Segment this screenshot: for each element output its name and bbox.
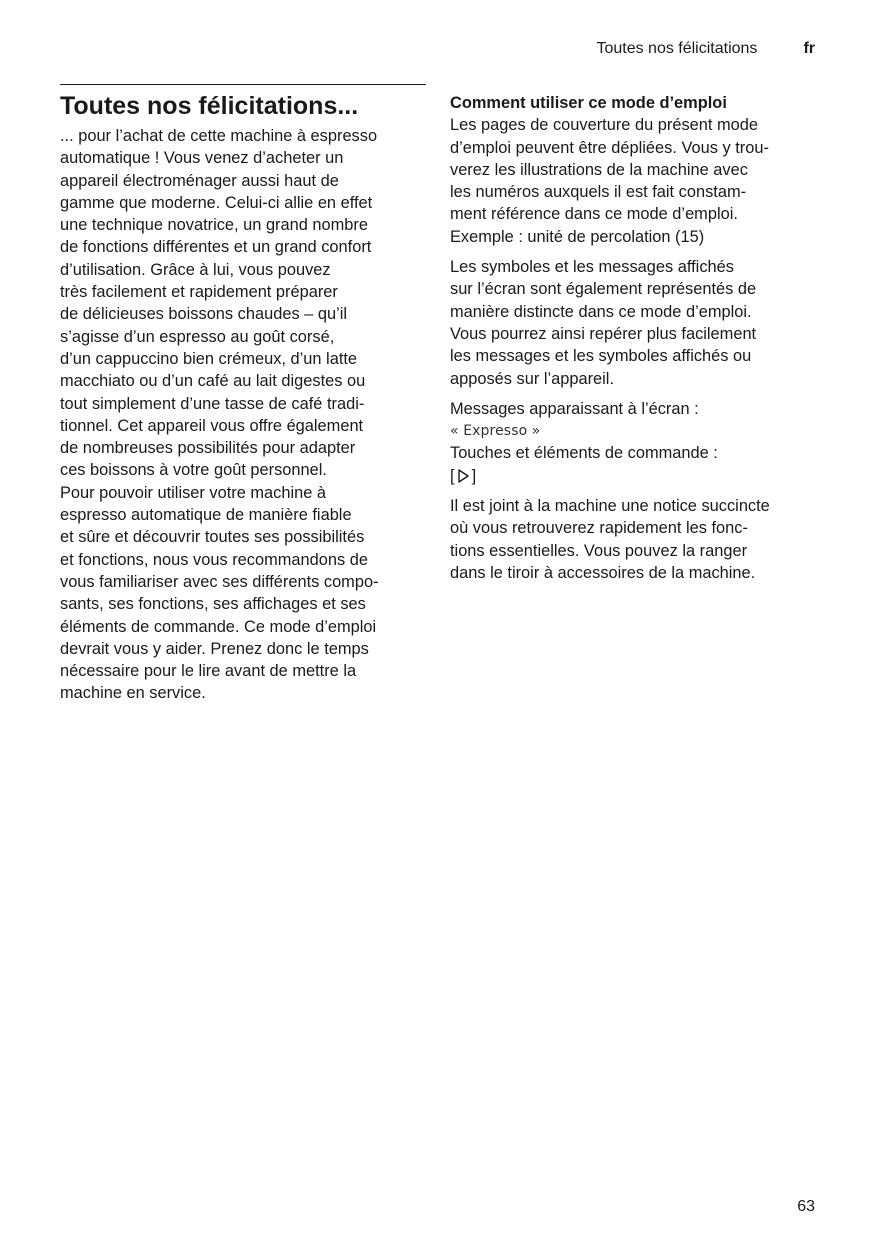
controls-label: Touches et éléments de commande : [450,444,718,463]
text-line: nécessaire pour le lire avant de mettre la [60,662,357,681]
text-line: sur l’écran sont également représentés de [450,280,757,299]
text-line: Les pages de couverture du présent mode [450,116,758,135]
key-bracket-close: ] [471,466,477,485]
quick-guide-paragraph [450,495,820,584]
text-line: et fonctions, nous vous recommandons de [60,550,368,569]
text-line: manière distincte dans ce mode d’emploi. [450,302,752,321]
text-line: Exemple : unité de percolation (15) [450,227,705,246]
page-number: 63 [797,1198,815,1215]
text-line: Pour pouvoir utiliser votre machine à [60,483,327,502]
text-line: automatique ! Vous venez d’acheter un [60,149,344,168]
text-line: une technique novatrice, un grand nombre [60,216,368,235]
text-line: et sûre et découvrir toutes ses possibilités [60,528,365,547]
header-section-title: Toutes nos félicitations [596,40,758,57]
text-line: d’utilisation. Grâce à lui, vous pouvez [60,260,331,279]
symbols-paragraph [450,256,820,390]
text-line: d’un cappuccino bien crémeux, d’un latte [60,349,358,368]
right-column [450,92,820,592]
text-line: ... pour l’achat de cette machine à espresso [60,127,378,145]
text-line: Il est joint à la machine une notice succincte [450,497,770,516]
text-line: Vous pourrez ainsi repérer plus facilement [450,324,757,343]
page-title: Toutes nos félicitations... [60,92,359,120]
display-messages-label: Messages apparaissant à l’écran : [450,399,699,418]
text-line: macchiato ou d’un café au lait digestes ou [60,372,366,391]
text-line: d’emploi peuvent être dépliées. Vous y trou- [450,138,769,157]
text-line: de fonctions différentes et un grand confort [60,238,372,257]
text-line: éléments de commande. Ce mode d’emploi [60,617,377,636]
text-line: où vous retrouverez rapidement les fonc- [450,519,748,538]
usage-paragraph [450,92,820,248]
section-subtitle: Comment utiliser ce mode d’emploi [450,94,727,112]
text-line: s’agisse d’un espresso au goût corsé, [60,327,335,346]
title-rule [60,84,426,85]
text-line: ment référence dans ce mode d’emploi. [450,205,738,224]
text-line: tionnel. Cet appareil vous offre également [60,416,364,435]
text-line: tions essentielles. Vous pouvez la ranger [450,541,748,560]
text-line: ces boissons à votre goût personnel. [60,461,327,480]
text-line: sants, ses fonctions, ses affichages et ses [60,595,366,614]
conventions-paragraph [450,398,820,487]
left-column [60,84,426,713]
text-line: espresso automatique de manière fiable [60,506,352,525]
play-triangle-icon [457,468,470,484]
display-message-example: « Expresso » [450,423,541,440]
text-line: verez les illustrations de la machine avec [450,160,748,179]
running-header [596,40,815,58]
key-bracket-open: [ [450,466,455,485]
text-line: machine en service. [60,684,206,703]
text-line: dans le tiroir à accessoires de la machine. [450,563,756,582]
text-line: vous familiariser avec ses différents compo- [60,572,379,591]
text-line: de délicieuses boissons chaudes – qu’il [60,305,348,324]
text-line: Les symboles et les messages affichés [450,258,734,277]
text-line: les messages et les symboles affichés ou [450,347,752,366]
header-language: fr [803,40,815,57]
text-line: devrait vous y aider. Prenez donc le temps [60,639,369,658]
text-line: les numéros auxquels il est fait constam- [450,183,747,202]
text-line: gamme que moderne. Celui-ci allie en effet [60,193,373,212]
intro-paragraph [60,125,426,705]
key-symbol-example [450,465,476,487]
text-line: très facilement et rapidement préparer [60,283,338,302]
text-line: appareil électroménager aussi haut de [60,171,339,190]
text-line: tout simplement d’une tasse de café tradi- [60,394,365,413]
text-line: apposés sur l’appareil. [450,369,615,388]
text-line: de nombreuses possibilités pour adapter [60,439,356,458]
